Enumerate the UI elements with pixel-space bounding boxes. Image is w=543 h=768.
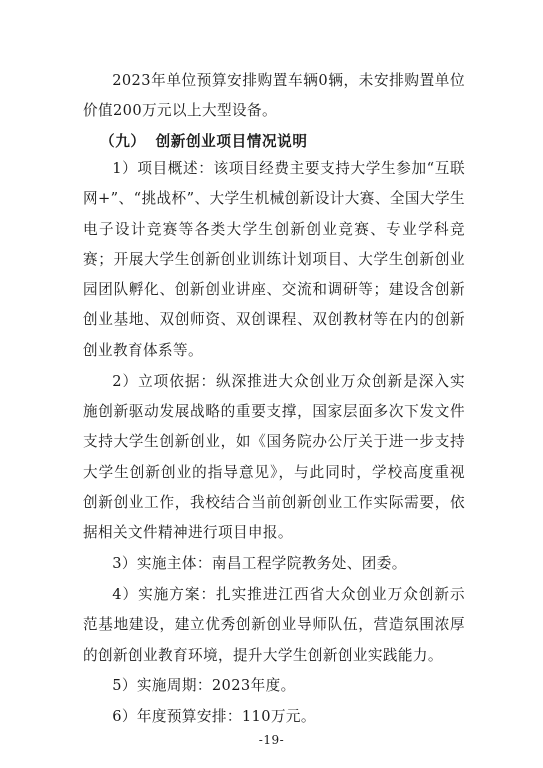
item-project-overview: 1）项目概述：该项目经费主要支持大学生参加“互联网+”、“挑战杯”、大学生机械创新设计大赛、全国大学生电子设计竞赛等各类大学生创新创业竞赛、专业学科竞赛；开展大学生创新创业训练计划项目、大学生创新创业园团队孵化、创新创业讲座、交流和调研等；建设含创新创业基地、双创师资、双创课程、双创教材等在内的创新创业教育体系等。: [83, 160, 465, 359]
item-list: [83, 154, 465, 733]
section-heading: [100, 127, 308, 157]
page-number: -19-: [258, 733, 285, 747]
item-implementation-period: 5）实施周期：2023年度。: [112, 677, 296, 695]
item-implementation-plan: 4）实施方案：扎实推进江西省大众创业万众创新示范基地建设，建立优秀创新创业导师队伍，营造氛围浓厚的创新创业教育环境，提升大学生创新创业实践能力。: [83, 585, 465, 664]
item-annual-budget: 6）年度预算安排：110万元。: [112, 708, 316, 726]
intro-paragraph: 2023年单位预算安排购置车辆0辆，未安排购置单位价值200万元以上大型设备。: [83, 72, 465, 120]
section-number: （九）: [100, 133, 146, 150]
item-project-basis: 2）立项依据：纵深推进大众创业万众创新是深入实施创新驱动发展战略的重要支撑，国家层面多次下发文件支持大学生创新创业，如《国务院办公厅关于进一步支持大学生创新创业的指导意见》，与此同时，学校高度重视创新创业工作，我校结合当前创新创业工作实际需要，依据相关文件精神进行项目申报。: [83, 372, 465, 542]
intro-paragraph-block: [83, 66, 465, 127]
item-implementing-body: 3）实施主体：南昌工程学院教务处、团委。: [112, 555, 407, 573]
section-title: 创新创业项目情况说明: [155, 133, 308, 150]
